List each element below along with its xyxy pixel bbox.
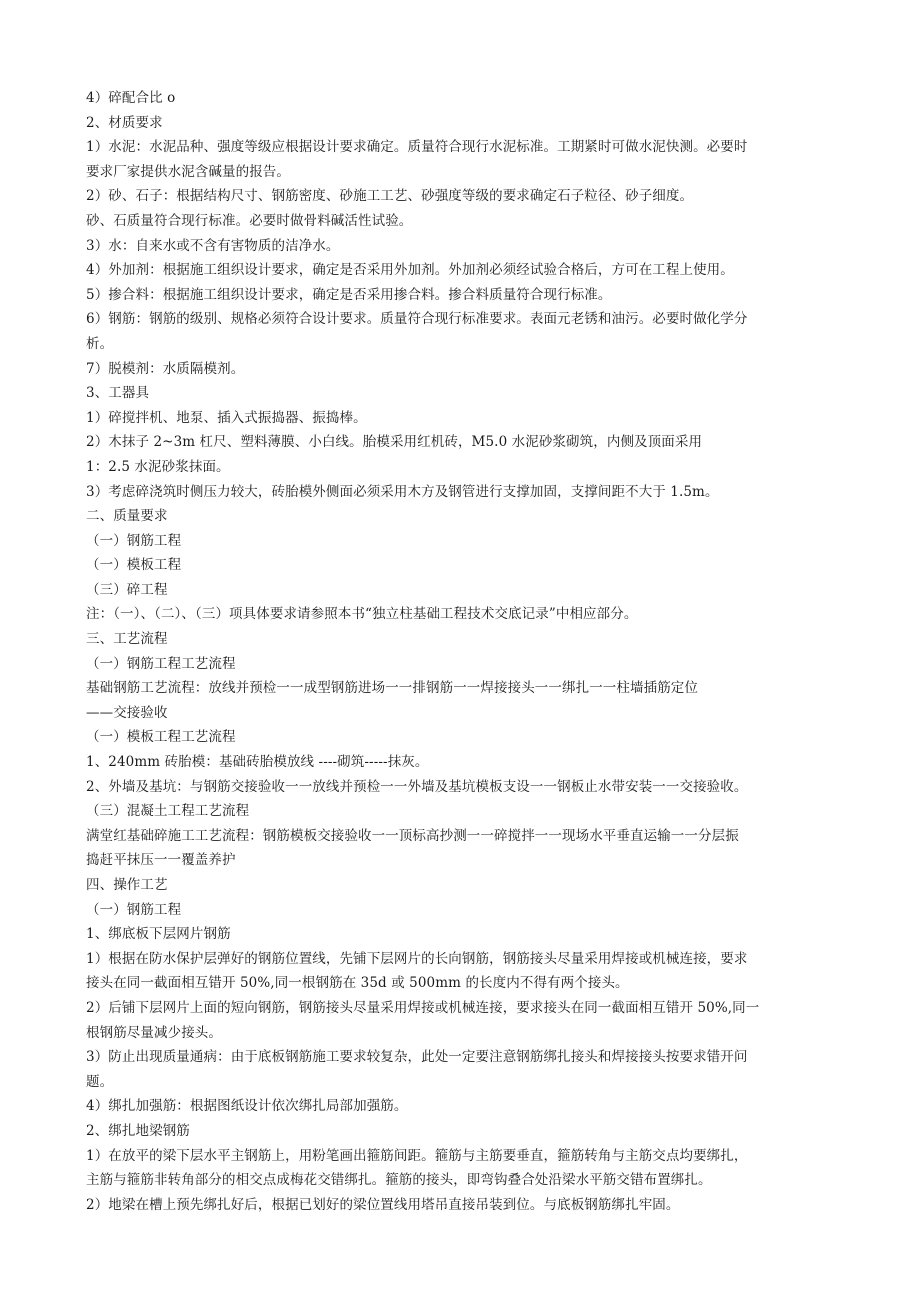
text-line: 2、绑扎地梁钢筋 (86, 1122, 190, 1139)
text-line: 基础钢筋工艺流程：放线并预检一一成型钢筋进场一一排钢筋一一焊接接头一一绑扎一一柱墙插筋定位 (86, 680, 698, 697)
text-line: 4）碎配合比 o (86, 90, 176, 106)
text-line: 1）水泥：水泥品种、强度等级应根据设计要求确定。质量符合现行水泥标准。工期紧时可做水泥快测。必要时 (86, 139, 748, 156)
text-line: （一）钢筋工程工艺流程 (86, 655, 236, 672)
text-line: 3）水：自来水或不含有害物质的洁净水。 (86, 237, 340, 254)
text-line: 1）碎搅拌机、地泵、插入式振捣器、振捣棒。 (86, 409, 367, 426)
text-line: 满堂红基础碎施工工艺流程：钢筋模板交接验收一一顶标高抄测一一碎搅拌一一现场水平垂直运输一一分层振 (86, 827, 739, 844)
text-line: 捣赶平抹压一一覆盖养护 (86, 852, 236, 869)
text-line: （一）钢筋工程 (86, 901, 182, 918)
text-line: 四、操作工艺 (86, 877, 168, 893)
text-line: （三）混凝土工程工艺流程 (86, 803, 250, 820)
text-line: 题。 (86, 1073, 114, 1090)
text-line: 6）钢筋：钢筋的级别、规格必须符合设计要求。质量符合现行标准要求。表面元老锈和油污。必要时做化学分 (86, 311, 748, 328)
text-line: 4）外加剂：根据施工组织设计要求，确定是否采用外加剂。外加剂必须经试验合格后，方可在工程上使用。 (86, 262, 734, 279)
text-line: 2、材质要求 (86, 114, 163, 131)
text-line: ——交接验收 (86, 704, 168, 721)
text-line: 2、外墙及基坑：与钢筋交接验收一一放线并预检一一外墙及基坑模板支设一一钢板止水带安装一一交接验收。 (86, 778, 748, 795)
text-line: 1）根据在防水保护层弹好的钢筋位置线，先铺下层网片的长向钢筋，钢筋接头尽量采用焊接或机械连接，要求 (86, 950, 748, 967)
text-line: 析。 (86, 335, 114, 352)
text-line: （三）碎工程 (86, 581, 168, 598)
text-line: 1、240mm 砖胎模：基础砖胎模放线 ----砌筑-----抹灰。 (86, 754, 429, 771)
text-line: （一）钢筋工程 (86, 532, 182, 549)
text-line: 主筋与箍筋非转角部分的相交点成梅花交错绑扎。箍筋的接头，即弯钩叠合处沿梁水平筋交错布置绑扎。 (86, 1172, 712, 1189)
text-line: 根钢筋尽量减少接头。 (86, 1024, 222, 1041)
text-line: 注：（一）、（二）、（三）项具体要求请参照本书“独立柱基础工程技术交底记录”中相应部分。 (86, 606, 638, 623)
text-line: 3、工器具 (86, 385, 150, 402)
text-line: 4）绑扎加强筋：根据图纸设计依次绑扎局部加强筋。 (86, 1098, 408, 1115)
text-line: 5）掺合料：根据施工组织设计要求，确定是否采用掺合料。掺合料质量符合现行标准。 (86, 286, 612, 303)
text-line: 砂、石质量符合现行标准。必要时做骨料碱活性试验。 (86, 212, 413, 229)
text-line: 2）后铺下层网片上面的短向钢筋，钢筋接头尽量采用焊接或机械连接，要求接头在同一截面相互错开 50%,同一 (86, 999, 760, 1016)
text-line: 2）木抹子 2~3m 杠尺、塑料薄膜、小白线。胎模采用红机砖，M5.0 水泥砂浆砌筑，内侧及顶面采用 (86, 434, 703, 451)
text-line: 3）防止出现质量通病：由于底板钢筋施工要求较复杂，此处一定要注意钢筋绑扎接头和焊接接头按要求错开问 (86, 1049, 748, 1066)
text-line: （一）模板工程工艺流程 (86, 729, 236, 746)
text-line: 2）砂、石子：根据结构尺寸、钢筋密度、砂施工工艺、砂强度等级的要求确定石子粒径、砂子细度。 (86, 188, 694, 205)
text-line: 二、质量要求 (86, 508, 168, 525)
text-line: 1）在放平的梁下层水平主钢筋上，用粉笔画出箍筋间距。箍筋与主筋要垂直，箍筋转角与主筋交点均要绑扎， (86, 1147, 748, 1164)
text-line: 2）地梁在槽上预先绑扎好后，根据已划好的梁位置线用塔吊直接吊装到位。与底板钢筋绑扎牢固。 (86, 1196, 680, 1213)
text-line: 要求厂家提供水泥含碱量的报告。 (86, 163, 290, 180)
text-line: 1：2.5 水泥砂浆抹面。 (86, 458, 230, 475)
text-line: 7）脱模剂：水质隔模剂。 (86, 360, 245, 377)
text-line: 接头在同一截面相互错开 50%,同一根钢筋在 35d 或 500mm 的长度内不得有两个接头。 (86, 975, 629, 992)
text-line: 1、绑底板下层网片钢筋 (86, 926, 231, 943)
text-line: 3）考虑碎浇筑时侧压力较大，砖胎模外侧面必须采用木方及钢管进行支撑加固，支撑间距不大于 1.5m。 (86, 483, 719, 500)
text-line: 三、工艺流程 (86, 631, 168, 648)
text-line: （一）模板工程 (86, 557, 182, 574)
